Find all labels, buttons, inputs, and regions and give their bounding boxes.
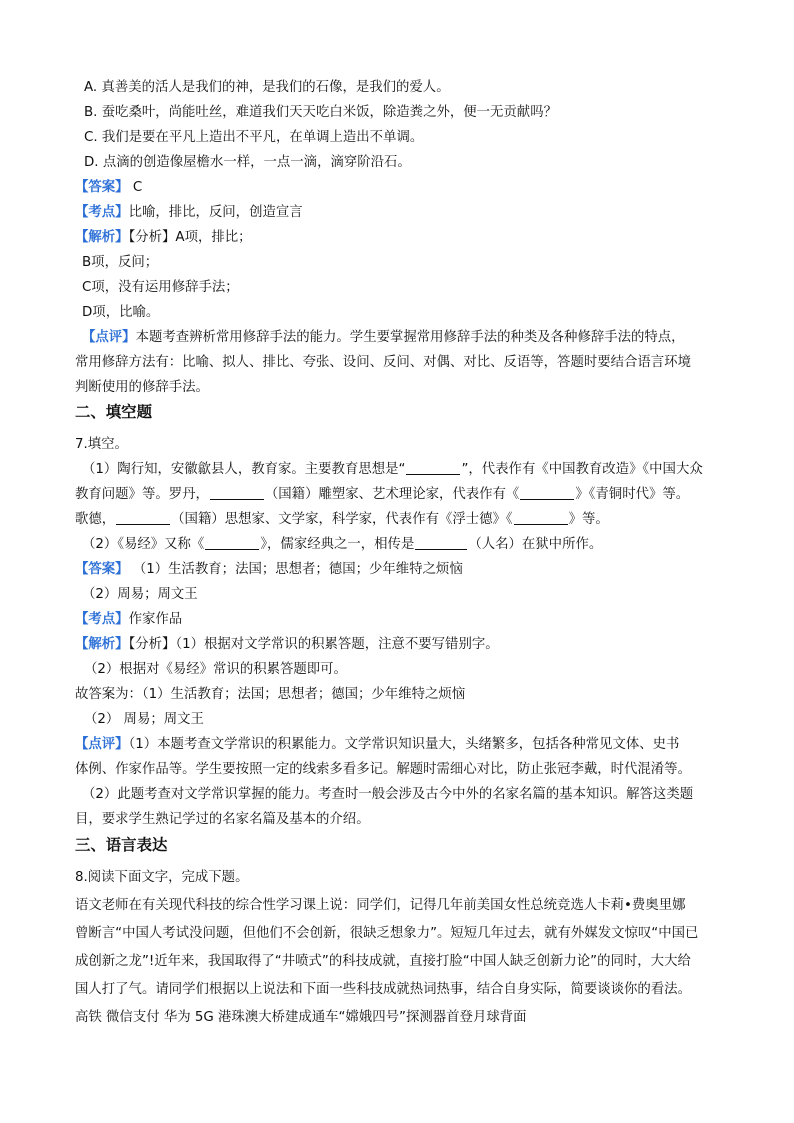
q6-jiexi-line: D项，比喻。	[82, 305, 160, 320]
q7-answer	[75, 558, 725, 582]
dianping-label: 【点评】	[82, 330, 136, 345]
kaodian-label: 【考点】	[75, 205, 129, 220]
jiexi-text: 【分析】（1）根据对文学常识的积累答题，注意不要写错别字。	[128, 637, 499, 652]
q8-passage-line: 国人打了气。请同学们根据以上说法和下面一些科技成就热词热事，结合自身实际，简要谈谈你的看法。	[75, 982, 691, 997]
q7-text: （人名）在狱中所作。	[468, 537, 603, 552]
q6-dianping-line: 常用修辞方法有：比喻、拟人、排比、夸张、设问、反问、对偶、对比、反语等，答题时要结合语言环境	[75, 355, 691, 370]
q7-answer-line: （2）周易；周文王	[82, 587, 198, 602]
answer-blank[interactable]	[205, 535, 259, 550]
q6-option-d: D. 点滴的创造像屋檐水一样，一点一滴，滴穿阶沿石。	[84, 155, 411, 170]
q6-option-b: B. 蚕吃桑叶，尚能吐丝，难道我们天天吃白米饭，除造粪之外，便一无贡献吗？	[84, 105, 557, 120]
q7-dianping-line: 体例、作家作品等。学生要按照一定的线索多看多记。解题时需细心对比，防止张冠李戴，时代混淆等。	[75, 762, 691, 777]
q7-text: （国籍）思想家、文学家，科学家，代表作有《浮士德》《	[171, 512, 513, 527]
answer-blank[interactable]	[406, 460, 460, 475]
q6-option-a: A. 真善美的活人是我们的神，是我们的石像，是我们的爱人。	[84, 80, 450, 95]
q7-part2-line	[82, 533, 732, 557]
q8-passage-line: 曾断言“中国人考试没问题，但他们不会创新，很缺乏想象力”。短短几年过去，就有外媒发文惊叹“中国已	[75, 926, 699, 941]
q7-part1-line	[82, 458, 732, 482]
dianping-label: 【点评】	[75, 737, 129, 752]
kaodian-text: 作家作品	[128, 612, 183, 627]
answer-text: C	[128, 180, 143, 195]
q6-kaodian	[75, 201, 725, 225]
q6-dianping	[82, 326, 732, 350]
section-heading-fill-blank: 二、填空题	[75, 403, 152, 421]
q7-text: （1）陶行知，安徽歙县人，教育家。主要教育思想是“	[82, 462, 406, 477]
q7-text: （2）《易经》又称《	[82, 537, 205, 552]
answer-blank[interactable]	[514, 510, 568, 525]
q8-passage-line: 成创新之龙”!近年来，我国取得了“井喷式”的科技成就，直接打脸“中国人缺乏创新力论”的同时，大大给	[75, 954, 691, 969]
dianping-text: （1）本题考查文学常识的积累能力。文学常识知识量大，头绪繁多，包括各种常见文体、史书	[128, 737, 680, 752]
q8-keywords-line: 高铁 微信支付 华为 5G 港珠澳大桥建成通车“嫦娥四号”探测器首登月球背面	[75, 1010, 527, 1025]
answer-blank[interactable]	[210, 485, 264, 500]
q6-jiexi	[75, 226, 725, 250]
q7-dianping-line: 目，要求学生熟记学过的名家名篇及基本的介绍。	[75, 812, 370, 827]
q8-passage-line: 语文老师在有关现代科技的综合性学习课上说：同学们，记得几年前美国女性总统竞选人卡莉•费奥里娜	[75, 898, 686, 913]
q6-dianping-line: 判断使用的修辞手法。	[75, 380, 209, 395]
q7-text: 》等。	[568, 512, 609, 527]
answer-text: （1）生活教育；法国；思想者；德国；少年维特之烦恼	[128, 562, 463, 577]
q7-gu-line: （2） 周易；周文王	[84, 712, 204, 727]
answer-blank[interactable]	[415, 535, 467, 550]
answer-blank[interactable]	[116, 510, 170, 525]
q7-dianping	[75, 733, 725, 757]
q6-jiexi-line: B项，反问；	[82, 255, 159, 270]
section-heading-language: 三、语言表达	[75, 836, 168, 854]
q7-jiexi-line: （2）根据对《易经》常识的积累答题即可。	[84, 662, 347, 677]
kaodian-text: 比喻，排比，反问，创造宣言	[128, 205, 303, 220]
q6-answer	[75, 176, 725, 200]
q6-jiexi-line: C项，没有运用修辞手法；	[82, 280, 239, 295]
jiexi-label: 【解析】	[75, 637, 129, 652]
jiexi-label: 【解析】	[75, 230, 129, 245]
q7-text: 教育问题》等。罗丹，	[75, 487, 209, 502]
q7-text: 歌德，	[75, 512, 116, 527]
q7-text: （国籍）雕塑家、艺术理论家，代表作有《	[264, 487, 520, 502]
q7-jiexi	[75, 633, 725, 657]
q7-part1-line	[75, 483, 725, 507]
answer-label: 【答案】	[75, 180, 129, 195]
kaodian-label: 【考点】	[75, 612, 129, 627]
q7-stem: 7.填空。	[75, 437, 128, 452]
q7-text: 》，儒家经典之一，相传是	[260, 537, 415, 552]
answer-blank[interactable]	[520, 485, 574, 500]
q8-stem: 8.阅读下面文字，完成下题。	[75, 870, 249, 885]
q7-part1-line	[75, 508, 725, 532]
q7-dianping-line: （2）此题考查对文学常识掌握的能力。考查时一般会涉及古今中外的名家名篇的基本知识。解答这类题	[82, 787, 694, 802]
dianping-text: 本题考查辨析常用修辞手法的能力。学生要掌握常用修辞手法的种类及各种修辞手法的特点，	[135, 330, 685, 345]
answer-label: 【答案】	[75, 562, 129, 577]
q7-text: ”，代表作有《中国教育改造》《中国大众	[461, 462, 703, 477]
q6-option-c: C. 我们是要在平凡上造出不平凡，在单调上造出不单调。	[84, 130, 424, 145]
jiexi-text: 【分析】A项，排比；	[128, 230, 252, 245]
q7-text: 》《青铜时代》等。	[575, 487, 690, 502]
q7-kaodian	[75, 608, 725, 632]
q7-gu-line: 故答案为：（1）生活教育；法国；思想者；德国；少年维特之烦恼	[75, 687, 466, 702]
